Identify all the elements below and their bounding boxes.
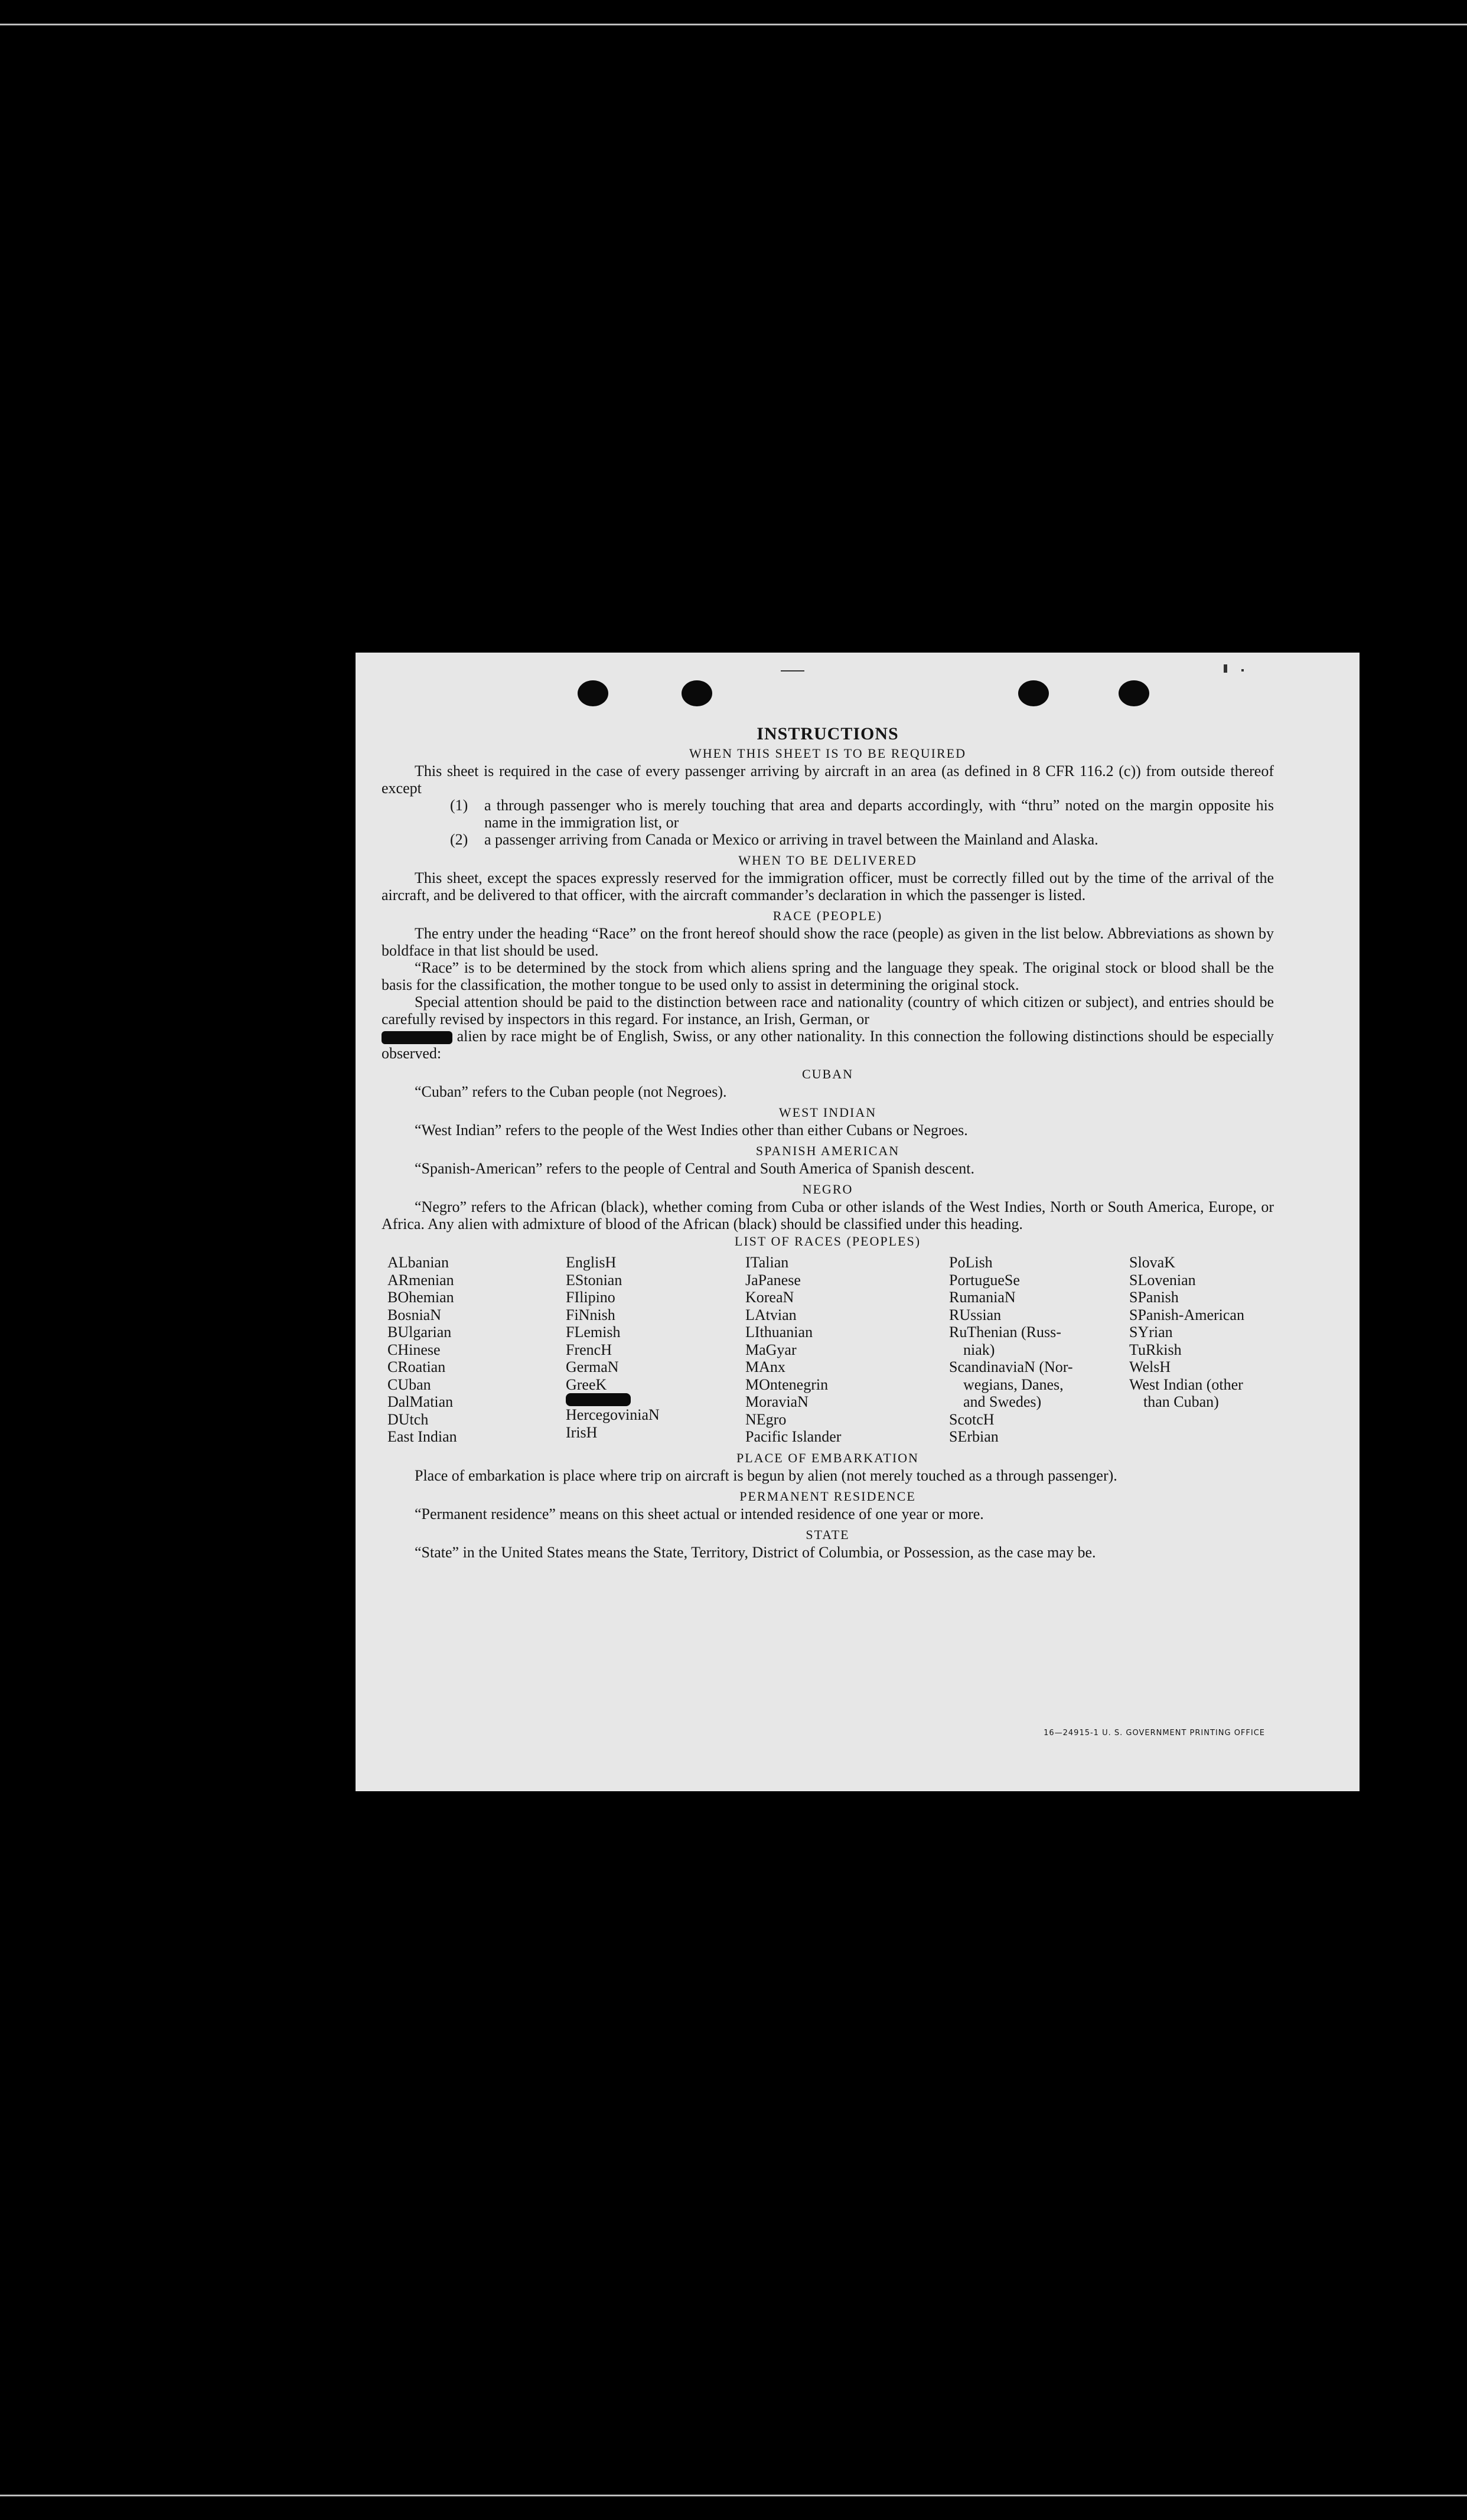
race-entry: CUban <box>387 1375 431 1393</box>
race-entry: FIlipino <box>566 1289 615 1306</box>
race-entry: PoLish <box>949 1254 993 1271</box>
race-entry: FrencH <box>566 1341 612 1358</box>
race-entry: ALbanian <box>387 1254 449 1271</box>
race-entry: SPanish <box>1129 1289 1179 1306</box>
race-entry: SErbian <box>949 1428 999 1445</box>
race-entry: HercegoviniaN <box>566 1406 660 1423</box>
race-entry: East Indian <box>387 1428 457 1445</box>
race-entry: Pacific Islander <box>745 1428 842 1445</box>
item-text: a passenger arriving from Canada or Mexico or arriving in travel between the Mainland and Alaska. <box>484 831 1098 848</box>
race-entry: RuThenian (Russ- <box>949 1323 1061 1341</box>
scan-speck <box>1241 669 1244 671</box>
race-entry: KoreaN <box>745 1289 794 1306</box>
item-number: (1) <box>450 797 468 814</box>
section-heading-race: RACE (PEOPLE) <box>772 908 883 923</box>
section-heading-west-indian: WEST INDIAN <box>778 1105 877 1120</box>
race-entry: NEgro <box>745 1410 787 1428</box>
race-entry: LAtvian <box>745 1306 797 1323</box>
race-entry: EStonian <box>566 1271 622 1289</box>
race-entry: CRoatian <box>387 1358 446 1375</box>
race-entry: ScotcH <box>949 1410 995 1428</box>
redaction-mark <box>566 1393 631 1406</box>
races-column-5 <box>1129 1254 1289 1446</box>
race-entry: ARmenian <box>387 1271 454 1289</box>
races-column-1 <box>387 1254 566 1446</box>
top-scan-border <box>0 24 1467 25</box>
list-item <box>382 797 1274 831</box>
punch-hole <box>682 680 712 706</box>
embarkation-text: Place of embarkation is place where trip on aircraft is begun by alien (not merely touched as a through passenger). <box>415 1466 1117 1484</box>
race-entry: ScandinaviaN (Nor- <box>949 1358 1073 1375</box>
race-entry: FLemish <box>566 1323 621 1341</box>
permanent-residence-text: “Permanent residence” means on this sheet actual or intended residence of one year or more. <box>415 1505 984 1523</box>
race-entry: EnglisH <box>566 1254 617 1271</box>
section-heading-negro: NEGRO <box>802 1182 853 1197</box>
race-entry: MOntenegrin <box>745 1375 829 1393</box>
race-entry: West Indian (other <box>1129 1375 1243 1393</box>
race-entry: RUssian <box>949 1306 1002 1323</box>
race-entry: SPanish-American <box>1129 1306 1244 1323</box>
punch-hole <box>1018 680 1049 706</box>
races-column-2 <box>566 1254 745 1446</box>
races-column-3 <box>745 1254 949 1446</box>
bottom-scan-border <box>0 2495 1467 2496</box>
page-title: INSTRUCTIONS <box>757 724 899 744</box>
race-entry: DalMatian <box>387 1393 454 1410</box>
section-heading-permanent-residence: PERMANENT RESIDENCE <box>739 1488 916 1504</box>
cuban-text: “Cuban” refers to the Cuban people (not Negroes). <box>415 1083 727 1100</box>
race-entry: JaPanese <box>745 1271 801 1289</box>
race-paragraph-1: The entry under the heading “Race” on the front hereof should show the race (people) as given in the list below. Abbreviations as shown by boldface in that list should be used. <box>382 925 1274 959</box>
race-entry: DUtch <box>387 1410 429 1428</box>
section-heading-list-of-races: LIST OF RACES (PEOPLES) <box>734 1234 921 1248</box>
race-entry: CHinese <box>387 1341 441 1358</box>
race-entry: MoraviaN <box>745 1393 809 1410</box>
race-entry-continued: than Cuban) <box>1143 1393 1219 1410</box>
race-entry-continued: niak) <box>963 1341 995 1358</box>
races-column-4 <box>949 1254 1129 1446</box>
race-entry: GermaN <box>566 1358 619 1375</box>
race-entry: WelsH <box>1129 1358 1171 1375</box>
scan-speck <box>1224 664 1227 673</box>
race-entry: BosniaN <box>387 1306 441 1323</box>
scan-speck <box>781 670 804 671</box>
race-entry: LIthuanian <box>745 1323 813 1341</box>
spanish-american-text: “Spanish-American” refers to the people of Central and South America of Spanish descent. <box>415 1160 974 1177</box>
item-number: (2) <box>450 831 468 848</box>
race-entry-continued: and Swedes) <box>963 1393 1042 1410</box>
race-paragraph-3b <box>382 1028 1274 1062</box>
instruction-sheet <box>356 653 1360 1791</box>
race-entry: SYrian <box>1129 1323 1173 1341</box>
race-entry: SLovenian <box>1129 1271 1196 1289</box>
section-heading-embarkation: PLACE OF EMBARKATION <box>736 1450 919 1465</box>
negro-text: “Negro” refers to the African (black), whether coming from Cuba or other islands of the West Indies, North or South America, Europe, or Africa. Any alien with admixture of blood of the African (black) should be classified under this heading. <box>382 1198 1274 1233</box>
race-entry: GreeK <box>566 1375 607 1393</box>
race-paragraph-2: “Race” is to be determined by the stock from which aliens spring and the language they speak. The original stock or blood shall be the basis for the classification, the mother tongue to be used only to assist in determining the original stock. <box>382 959 1274 993</box>
punch-hole <box>578 680 608 706</box>
list-item <box>382 831 1274 848</box>
race-entry-redacted <box>566 1393 745 1406</box>
races-table <box>382 1254 1274 1446</box>
section-heading-when-delivered: WHEN TO BE DELIVERED <box>738 853 917 868</box>
race-entry: MAnx <box>745 1358 785 1375</box>
section-heading-spanish-american: SPANISH AMERICAN <box>755 1143 900 1158</box>
race-entry: MaGyar <box>745 1341 797 1358</box>
race-entry: ITalian <box>745 1254 789 1271</box>
section-heading-cuban: CUBAN <box>801 1067 853 1081</box>
race-entry: BUlgarian <box>387 1323 452 1341</box>
race-paragraph-3b-text: alien by race might be of English, Swiss, or any other nationality. In this connection the following distinctions should be especially observed: <box>382 1028 1274 1062</box>
when-required-intro: This sheet is required in the case of every passenger arriving by aircraft in an area (as defined in 8 CFR 116.2 (c)) from outside thereof except <box>382 762 1274 797</box>
race-entry: FiNnish <box>566 1306 615 1323</box>
race-entry: SlovaK <box>1129 1254 1175 1271</box>
race-entry: BOhemian <box>387 1289 454 1306</box>
race-entry: IrisH <box>566 1423 598 1441</box>
race-paragraph-3a: Special attention should be paid to the distinction between race and nationality (country of which citizen or subject), and entries should be carefully revised by inspectors in this regard. For instance, an Irish, German, or <box>382 993 1274 1028</box>
race-entry: PortugueSe <box>949 1271 1020 1289</box>
redaction-mark <box>382 1031 452 1044</box>
race-entry-continued: wegians, Danes, <box>963 1375 1064 1393</box>
item-text: a through passenger who is merely touching that area and departs accordingly, with “thru” noted on the margin opposite his name in the immigration list, or <box>484 797 1274 831</box>
race-entry: RumaniaN <box>949 1289 1016 1306</box>
state-text: “State” in the United States means the State, Territory, District of Columbia, or Possession, as the case may be. <box>415 1543 1096 1561</box>
printing-office-footer: 16—24915-1 U. S. GOVERNMENT PRINTING OFFICE <box>1044 1729 1265 1737</box>
when-delivered-text: This sheet, except the spaces expressly reserved for the immigration officer, must be correctly filled out by the time of the arrival of the aircraft, and be delivered to that officer, with the aircraft commander’s declaration in which the passenger is listed. <box>382 869 1274 904</box>
west-indian-text: “West Indian” refers to the people of the West Indies other than either Cubans or Negroes. <box>415 1122 968 1139</box>
punch-hole <box>1119 680 1149 706</box>
section-heading-when-required: WHEN THIS SHEET IS TO BE REQUIRED <box>689 746 966 761</box>
race-entry: TuRkish <box>1129 1341 1182 1358</box>
section-heading-state: STATE <box>806 1527 850 1542</box>
